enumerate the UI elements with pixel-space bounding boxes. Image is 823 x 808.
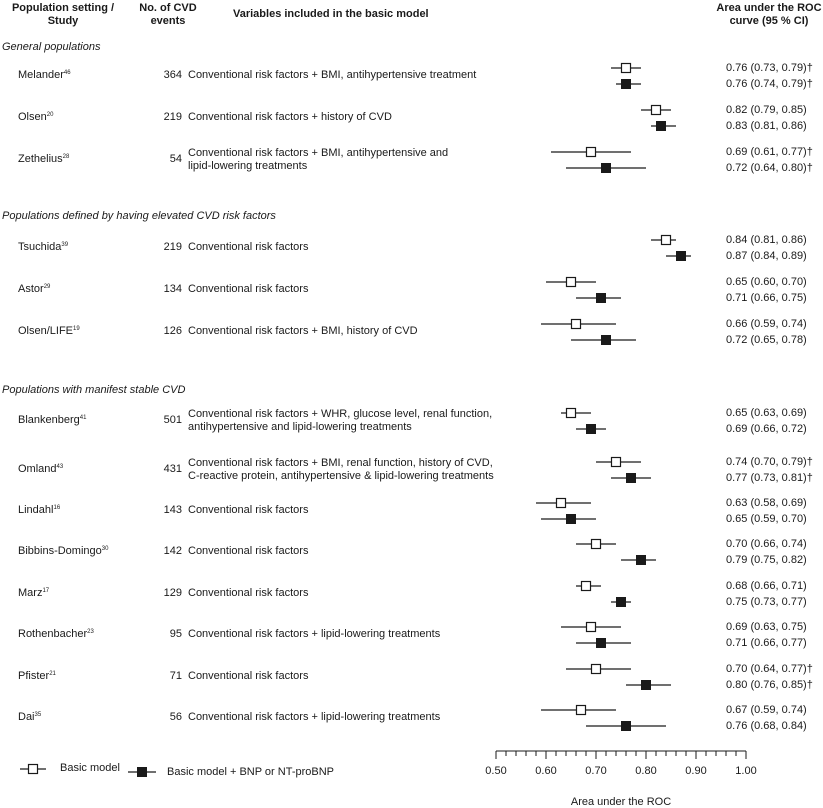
section-manifest-cvd: Populations with manifest stable CVD	[2, 384, 186, 396]
study-name-text: Marz	[18, 587, 43, 599]
model-variables-line1: Conventional risk factors + BMI, renal function, history of CVD,	[188, 457, 493, 469]
header-events: No. of CVD events	[139, 2, 197, 27]
point-bnp-filled-square	[587, 425, 596, 434]
study-reference: 17	[42, 588, 50, 594]
point-basic-open-square	[587, 623, 596, 632]
study-name-text: Rothenbacher	[18, 628, 88, 640]
point-basic-open-square	[612, 458, 621, 467]
x-tick-label: 0.60	[535, 765, 557, 777]
point-bnp-filled-square	[622, 80, 631, 89]
auc-basic: 0.76 (0.73, 0.79)†	[726, 62, 813, 74]
x-axis-label: Area under the ROC	[570, 796, 672, 808]
point-bnp-filled-square	[637, 556, 646, 565]
model-variables-line1: Conventional risk factors	[188, 241, 309, 253]
study-name-text: Astor	[18, 283, 44, 295]
auc-basic: 0.70 (0.64, 0.77)†	[726, 663, 813, 675]
point-basic-open-square	[582, 582, 591, 591]
event-count: 142	[163, 545, 182, 557]
event-count: 364	[163, 69, 182, 81]
point-bnp-filled-square	[567, 515, 576, 524]
auc-bnp: 0.76 (0.74, 0.79)†	[726, 78, 813, 90]
section-elevated-risk: Populations defined by having elevated CVD risk factors	[2, 210, 276, 222]
study-name-text: Zethelius	[18, 153, 63, 165]
auc-bnp: 0.79 (0.75, 0.82)	[726, 554, 807, 566]
point-basic-open-square	[587, 148, 596, 157]
event-count: 501	[163, 414, 182, 426]
point-bnp-filled-square	[602, 164, 611, 173]
event-count: 219	[163, 111, 182, 123]
auc-basic: 0.67 (0.59, 0.74)	[726, 704, 807, 716]
model-variables-line1: Conventional risk factors	[188, 670, 309, 682]
study-reference: 43	[56, 464, 64, 470]
auc-basic: 0.69 (0.61, 0.77)†	[726, 146, 813, 158]
x-tick-label: 0.50	[485, 765, 507, 777]
header-auc: Area under the ROC curve (95 % CI)	[716, 2, 822, 27]
point-basic-open-square	[572, 320, 581, 329]
model-variables-line1: Conventional risk factors + lipid-lowering treatments	[188, 711, 441, 723]
auc-basic: 0.69 (0.63, 0.75)	[726, 621, 807, 633]
study-name-text: Olsen/LIFE	[18, 325, 74, 337]
model-variables-line1: Conventional risk factors	[188, 283, 309, 295]
study-reference: 39	[61, 242, 69, 248]
study-name-text: Omland	[18, 463, 57, 475]
point-bnp-filled-square	[602, 336, 611, 345]
auc-bnp: 0.87 (0.84, 0.89)	[726, 250, 807, 262]
study-reference: 20	[46, 112, 54, 118]
model-variables-line1: Conventional risk factors + WHR, glucose level, renal function,	[188, 408, 493, 420]
model-variables-line1: Conventional risk factors + BMI, antihypertensive and	[188, 147, 449, 159]
legend-basic-label: Basic model	[60, 762, 120, 774]
x-tick-label: 0.80	[635, 765, 657, 777]
study-reference: 21	[49, 671, 56, 677]
auc-bnp: 0.65 (0.59, 0.70)	[726, 513, 807, 525]
point-basic-open-square	[652, 106, 661, 115]
x-tick-label: 1.00	[735, 765, 757, 777]
auc-bnp: 0.75 (0.73, 0.77)	[726, 596, 807, 608]
point-bnp-filled-square	[642, 681, 651, 690]
point-basic-open-square	[592, 665, 601, 674]
study-name-text: Dai	[18, 711, 35, 723]
study-reference: 35	[34, 712, 42, 718]
legend-bnp-marker	[138, 768, 147, 777]
auc-bnp: 0.80 (0.76, 0.85)†	[726, 679, 813, 691]
study-name-text: Pfister	[18, 670, 50, 682]
point-basic-open-square	[662, 236, 671, 245]
auc-bnp: 0.72 (0.65, 0.78)	[726, 334, 807, 346]
auc-basic: 0.70 (0.66, 0.74)	[726, 538, 807, 550]
auc-bnp: 0.71 (0.66, 0.77)	[726, 637, 807, 649]
auc-basic: 0.68 (0.66, 0.71)	[726, 580, 807, 592]
model-variables-line1: Conventional risk factors + BMI, history of CVD	[188, 325, 418, 337]
model-variables-line1: Conventional risk factors	[188, 545, 309, 557]
auc-basic: 0.74 (0.70, 0.79)†	[726, 456, 813, 468]
event-count: 126	[163, 325, 182, 337]
study-reference: 30	[101, 546, 109, 552]
model-variables-line2: antihypertensive and lipid-lowering treatments	[188, 421, 412, 433]
model-variables-line1: Conventional risk factors + BMI, antihypertensive treatment	[188, 69, 477, 81]
point-bnp-filled-square	[597, 639, 606, 648]
study-reference: 28	[62, 154, 70, 160]
study-reference: 23	[87, 629, 94, 635]
event-count: 95	[169, 628, 182, 640]
x-tick-label: 0.70	[585, 765, 607, 777]
study-reference: 46	[63, 70, 71, 76]
point-basic-open-square	[592, 540, 601, 549]
point-bnp-filled-square	[627, 474, 636, 483]
point-basic-open-square	[622, 64, 631, 73]
study-name-text: Blankenberg	[18, 414, 80, 426]
model-variables-line2: C-reactive protein, antihypertensive & lipid-lowering treatments	[188, 470, 494, 482]
study-reference: 41	[79, 415, 87, 421]
event-count: 431	[163, 463, 182, 475]
event-count: 54	[169, 153, 182, 165]
auc-bnp: 0.76 (0.68, 0.84)	[726, 720, 807, 732]
legend-basic-marker	[29, 765, 38, 774]
study-name-text: Olsen	[18, 111, 47, 123]
section-general: General populations	[2, 41, 101, 53]
auc-bnp: 0.83 (0.81, 0.86)	[726, 120, 807, 132]
auc-basic: 0.63 (0.58, 0.69)	[726, 497, 807, 509]
auc-bnp: 0.72 (0.64, 0.80)†	[726, 162, 813, 174]
study-name-text: Lindahl	[18, 504, 54, 516]
x-tick-label: 0.90	[685, 765, 707, 777]
auc-basic: 0.66 (0.59, 0.74)	[726, 318, 807, 330]
point-basic-open-square	[577, 706, 586, 715]
study-name-text: Bibbins-Domingo	[18, 545, 102, 557]
header-variables: Variables included in the basic model	[233, 8, 429, 20]
model-variables-line1: Conventional risk factors + lipid-lowering treatments	[188, 628, 441, 640]
study-name-text: Tsuchida	[18, 241, 62, 253]
model-variables-line1: Conventional risk factors	[188, 504, 309, 516]
study-name-text: Melander	[18, 69, 64, 81]
event-count: 219	[163, 241, 182, 253]
point-basic-open-square	[567, 409, 576, 418]
event-count: 129	[163, 587, 182, 599]
point-bnp-filled-square	[597, 294, 606, 303]
auc-basic: 0.84 (0.81, 0.86)	[726, 234, 807, 246]
model-variables-line1: Conventional risk factors	[188, 587, 309, 599]
auc-basic: 0.82 (0.79, 0.85)	[726, 104, 807, 116]
auc-bnp: 0.77 (0.73, 0.81)†	[726, 472, 813, 484]
auc-bnp: 0.71 (0.66, 0.75)	[726, 292, 807, 304]
point-bnp-filled-square	[617, 598, 626, 607]
study-reference: 16	[53, 505, 61, 511]
model-variables-line2: lipid-lowering treatments	[188, 160, 308, 172]
study-reference: 29	[43, 284, 51, 290]
point-bnp-filled-square	[622, 722, 631, 731]
event-count: 143	[163, 504, 182, 516]
point-basic-open-square	[557, 499, 566, 508]
point-basic-open-square	[567, 278, 576, 287]
point-bnp-filled-square	[657, 122, 666, 131]
event-count: 134	[163, 283, 182, 295]
auc-basic: 0.65 (0.60, 0.70)	[726, 276, 807, 288]
event-count: 71	[169, 670, 182, 682]
point-bnp-filled-square	[677, 252, 686, 261]
header-population-study: Population setting / Study	[11, 2, 115, 27]
auc-bnp: 0.69 (0.66, 0.72)	[726, 423, 807, 435]
study-reference: 19	[73, 326, 80, 332]
event-count: 56	[169, 711, 182, 723]
legend-bnp-label: Basic model + BNP or NT-proBNP	[167, 766, 334, 778]
model-variables-line1: Conventional risk factors + history of CVD	[188, 111, 392, 123]
auc-basic: 0.65 (0.63, 0.69)	[726, 407, 807, 419]
